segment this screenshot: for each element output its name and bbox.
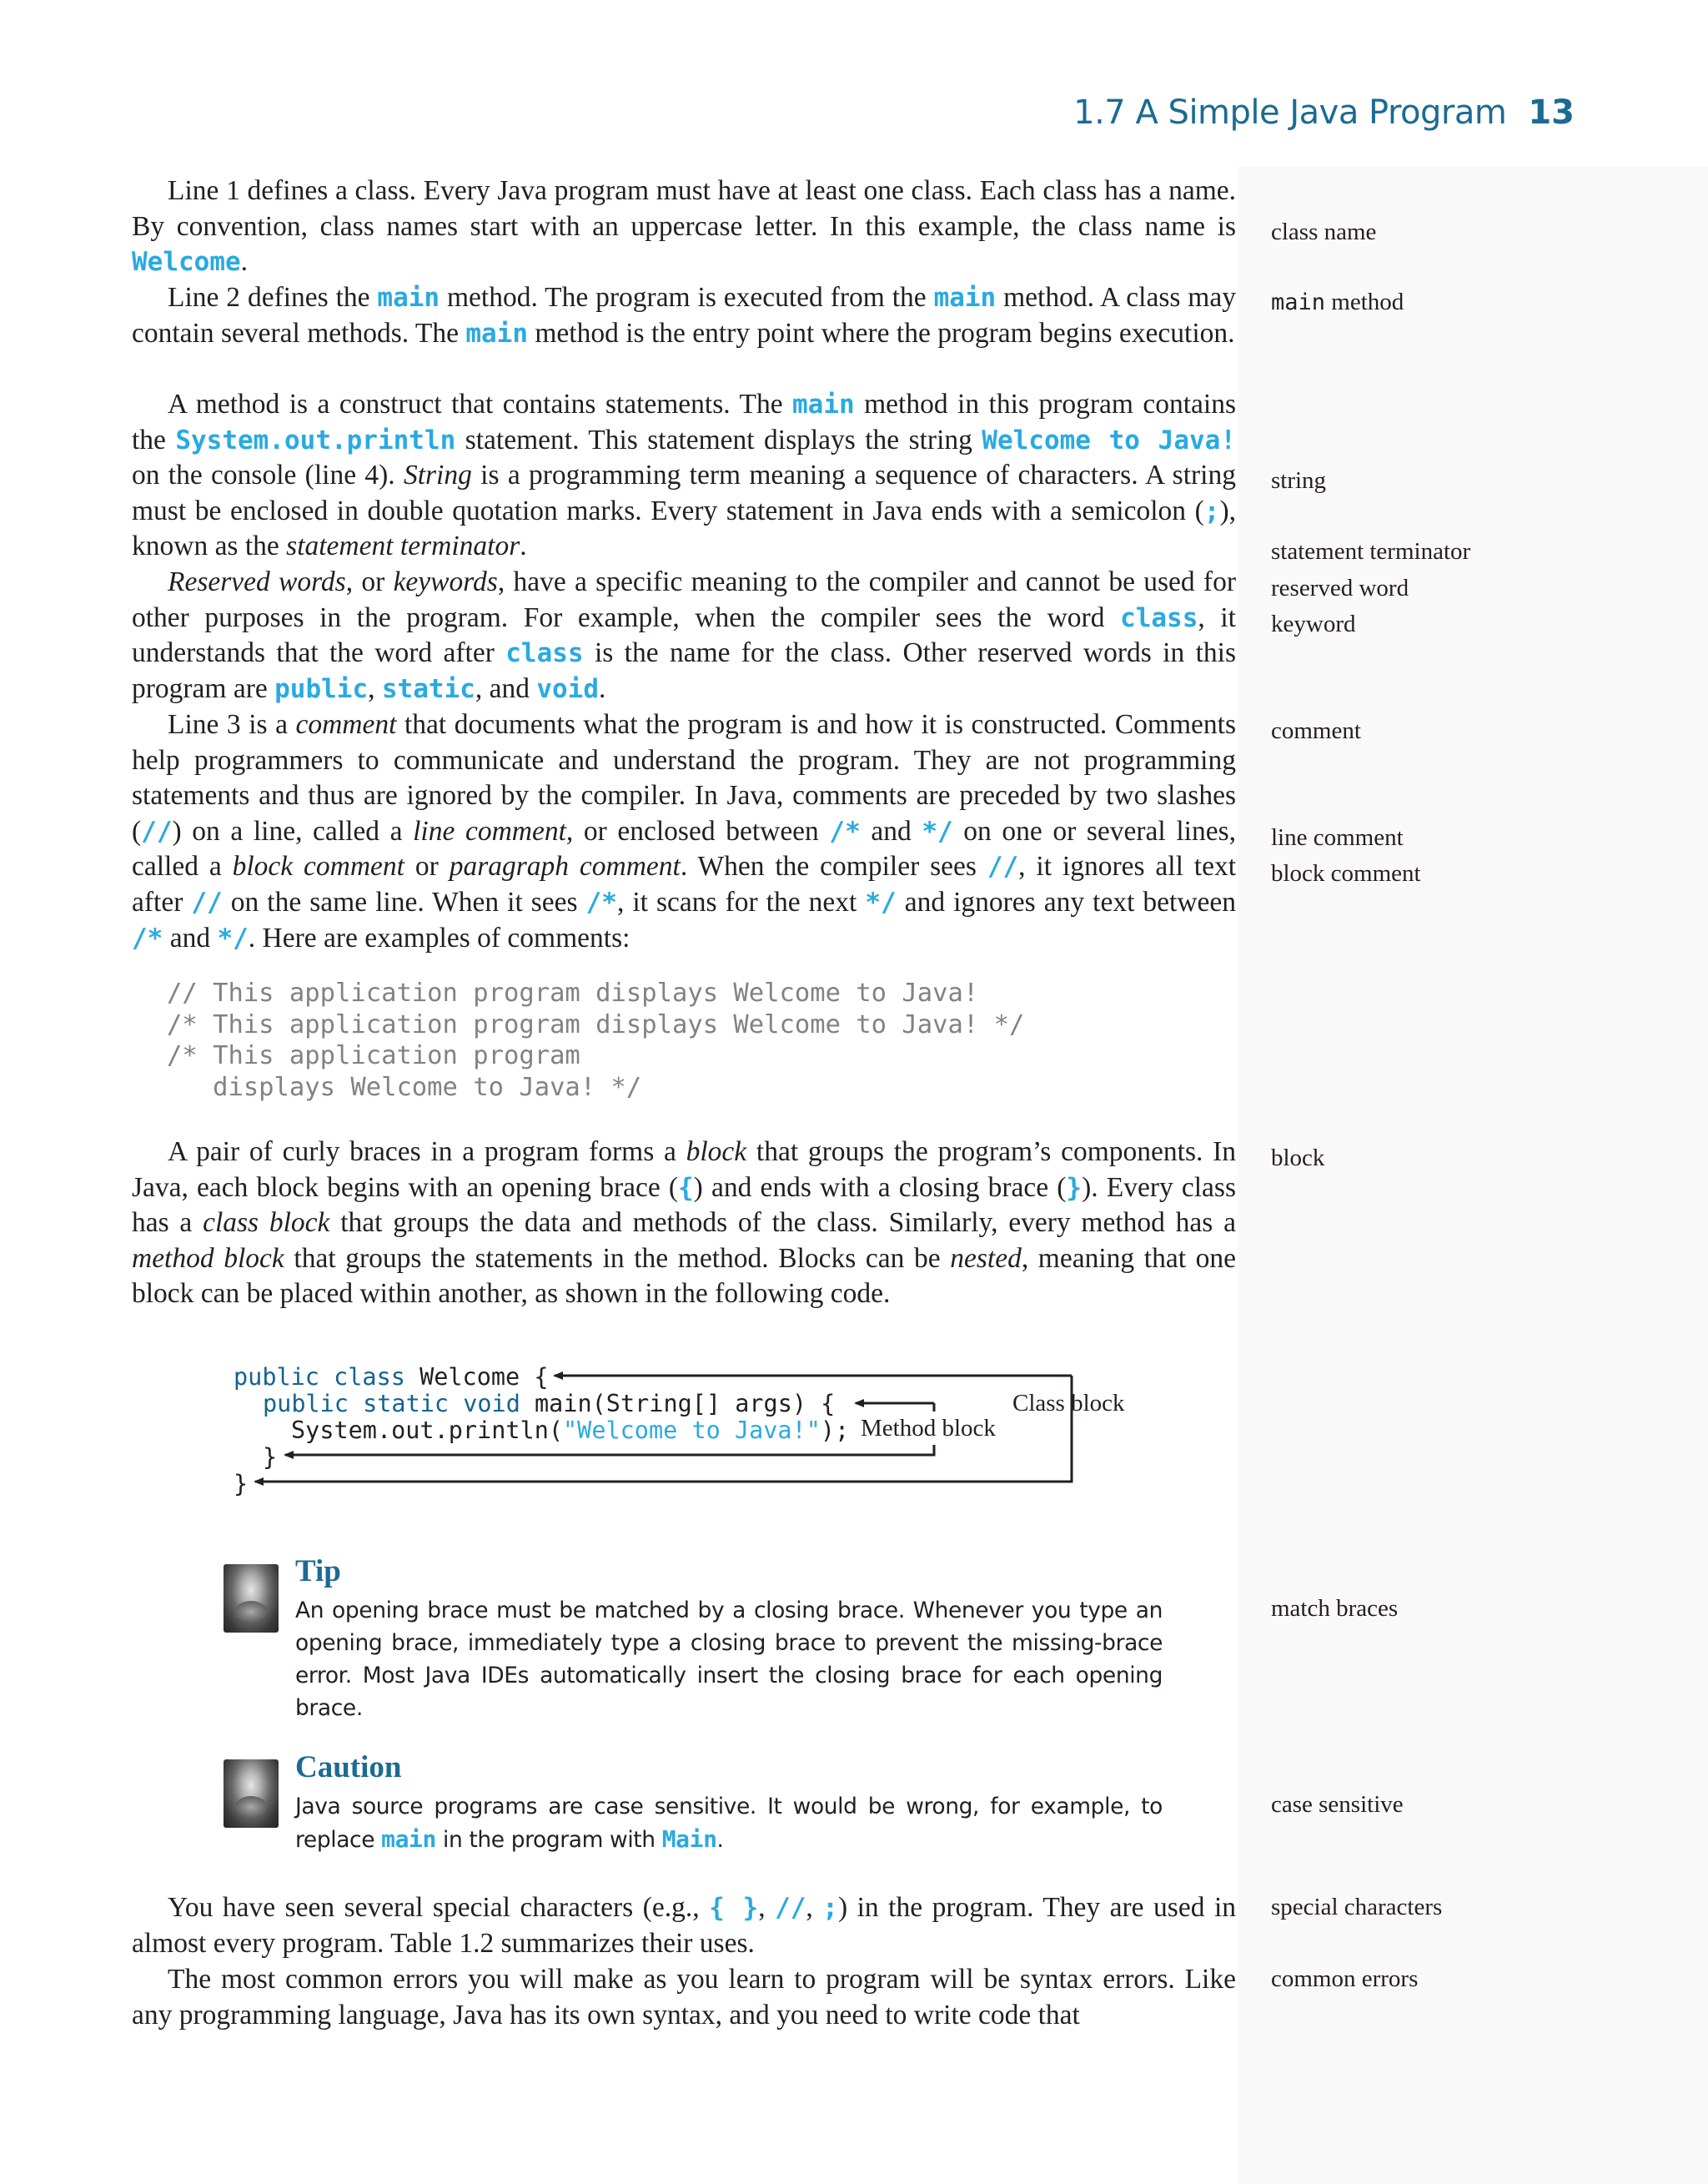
section-title: 1.7 A Simple Java Program: [1073, 93, 1507, 132]
caution-title: Caution: [295, 1750, 402, 1784]
paragraph-statements: A method is a construct that contains statements. The main method in this program contains the System.out.println statement. This statement displays the string Welcome to Java! on the console (line 4). String is a programming term meaning a sequence of characters. A string must be enclosed in double quotation marks. Every statement in Java ends with a semicolon (;), known as the statement terminator.: [132, 389, 1236, 562]
code-line-class: public class Welcome {: [234, 1363, 549, 1391]
paragraph-comments: Line 3 is a comment that documents what the program is and how it is constructed. Comments help programmers to communicate and understand the program. They are not programming statements and thus are ignored by the compiler. In Java, comments are preceded by two slashes (//) on a line, called a line comment, or enclosed between /* and */ on one or several lines, called a block comment or paragraph comment. When the compiler sees //, it ignores all text after // on the same line. When it sees /*, it scans for the next */ and ignores any text between /* and */. Here are examples of comments:: [132, 709, 1237, 954]
code-line-close-class: }: [234, 1470, 249, 1497]
margin-note-string: string: [1271, 467, 1327, 494]
margin-note-match-braces: match braces: [1271, 1595, 1399, 1622]
comment-line: /* This application program: [167, 1041, 580, 1070]
margin-note-common-errors: common errors: [1271, 1965, 1419, 1992]
code-line-close-method: }: [263, 1443, 278, 1471]
tip-icon: [224, 1564, 279, 1633]
margin-note-block: block: [1271, 1145, 1325, 1171]
margin-note-keyword: keyword: [1271, 611, 1356, 637]
margin-note-main-method: main method: [1271, 289, 1404, 315]
paragraph-class: Line 1 defines a class. Every Java program must have at least one class. Each class has a name. By convention, class names start with an uppercase letter. In this example, the class name is Welcome.: [132, 175, 1236, 278]
tip-title: Tip: [295, 1554, 341, 1588]
margin-note-reserved-word: reserved word: [1271, 575, 1409, 601]
paragraph-main-method: Line 2 defines the main method. The program is executed from the main method. A class may contain several methods. The main method is the entry point where the program begins execution.: [132, 282, 1236, 349]
margin-note-statement-terminator: statement terminator: [1271, 538, 1471, 565]
caution-text: Java source programs are case sensitive. It would be wrong, for example, to replace main in the program with Main.: [295, 1794, 1163, 1853]
comment-line: /* This application program displays Welcome to Java! */: [167, 1009, 1025, 1039]
class-block-label: Class block: [1012, 1390, 1125, 1417]
comment-examples: [167, 978, 1024, 1103]
code-line-method: public static void main(String[] args) {: [263, 1390, 836, 1417]
paragraph-special-characters: You have seen several special characters (e.g., { }, //, ;) in the program. They are used in almost every program. Table 1.2 summarizes their uses.: [132, 1892, 1237, 1959]
comment-line: displays Welcome to Java! */: [167, 1072, 642, 1102]
method-block-label: Method block: [861, 1415, 996, 1442]
margin-note-comment: comment: [1271, 717, 1361, 744]
code-line-println: System.out.println("Welcome to Java!");: [291, 1417, 850, 1444]
paragraph-common-errors: The most common errors you will make as you learn to program will be syntax errors. Like any programming language, Java has its own syntax, and you need to write code that: [132, 1964, 1236, 2031]
method-block-bracket: [285, 1445, 934, 1455]
margin-note-block-comment: block comment: [1271, 860, 1421, 887]
nested-block-figure: [208, 1356, 1143, 1515]
paragraph-blocks: A pair of curly braces in a program forms a block that groups the program’s components. In Java, each block begins with an opening brace ({) and ends with a closing brace (}). Every class has a class block that groups the data and methods of the class. Similarly, every method has a method block that groups the statements in the method. Blocks can be nested, meaning that one block can be placed within another, as shown in the following code.: [132, 1136, 1237, 1310]
margin-note-class-name: class name: [1271, 219, 1377, 245]
margin-note-case-sensitive: case sensitive: [1271, 1791, 1404, 1818]
margin-note-special-characters: special characters: [1271, 1894, 1443, 1920]
running-header: [1073, 93, 1575, 143]
caution-icon: [224, 1759, 279, 1828]
paragraph-reserved-words: Reserved words, or keywords, have a specific meaning to the compiler and cannot be used for other purposes in the program. For example, when the compiler sees the word class, it understands that the word after class is the name for the class. Other reserved words in this program are public, static, and void.: [132, 566, 1237, 704]
comment-line: // This application program displays Welcome to Java!: [167, 979, 979, 1008]
tip-text: An opening brace must be matched by a closing brace. Whenever you type an opening brace, immediately type a closing brace to prevent the missing-brace error. Most Java IDEs automatically insert the closing brace for each opening brace.: [295, 1598, 1163, 1721]
page-number: 13: [1528, 93, 1575, 132]
margin-note-line-comment: line comment: [1271, 824, 1404, 851]
